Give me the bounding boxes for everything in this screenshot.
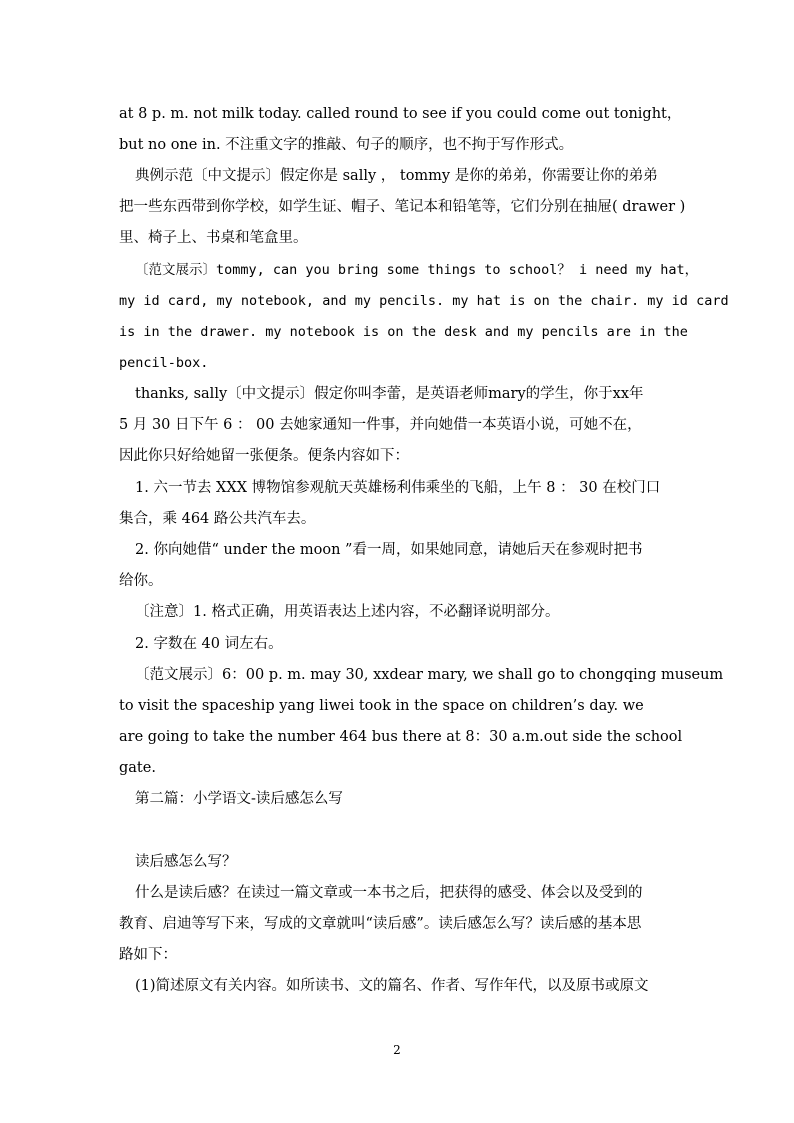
text-line: 1. 六一节去 XXX 博物馆参观航天英雄杨利伟乘坐的飞船，上午 8 ： 30 在校门口 [135,480,661,496]
text-line: 2. 字数在 40 词左右。 [135,636,283,652]
text-line: 5 月 30 日下午 6 ： 00 去她家通知一件事，并向她借一本英语小说，可她不在， [119,417,642,433]
text-line: pencil-box. [119,355,209,371]
text-line: 路如下： [119,947,177,963]
text-line: thanks, sally〔中文提示〕假定你叫李蕾，是英语老师mary的学生，你于xx年 [135,386,644,402]
text-line: at 8 p. m. not milk today. called round to see if you could come out tonight， [119,106,682,122]
text-line: 典例示范〔中文提示〕假定你是 sally ， tommy 是你的弟弟，你需要让你的弟弟 [135,168,658,184]
text-line: 教育、启迪等写下来，写成的文章就叫“读后感”。读后感怎么写？读后感的基本思 [119,916,642,932]
text-line: is in the drawer. my notebook is on the desk and my pencils are in the [119,324,688,340]
page-number: 2 [393,1043,401,1057]
text-line: 给你。 [119,573,163,589]
text-line: are going to take the number 464 bus there at 8：30 a.m.out side the school [119,729,683,745]
text-line: 〔范文展示〕6：00 p. m. may 30, xxdear mary, we shall go to chongqing museum [135,667,724,683]
text-line: gate. [119,760,156,776]
text-line: 因此你只好给她留一张便条。便条内容如下： [119,448,409,464]
text-line: 什么是读后感？在读过一篇文章或一本书之后，把获得的感受、体会以及受到的 [135,885,643,901]
text-line: 集合，乘 464 路公共汽车去。 [119,511,316,527]
text-line: to visit the spaceship yang liwei took in the space on children’s day. we [119,698,644,714]
text-line: my id card, my notebook, and my pencils. my hat is on the chair. my id card [119,293,729,309]
text-line: but no one in. 不注重文字的推敲、句子的顺序，也不拘于写作形式。 [119,137,574,153]
text-line: 把一些东西带到你学校，如学生证、帽子、笔记本和铅笔等，它们分别在抽屉( drawer ) [119,199,686,215]
text-line: (1)简述原文有关内容。如所读书、文的篇名、作者、写作年代，以及原书或原文 [135,978,649,994]
text-line: 〔范文展示〕tommy, can you bring some things to school？ i need my hat， [135,262,699,278]
text-line: 〔注意〕1. 格式正确，用英语表达上述内容，不必翻译说明部分。 [135,604,560,620]
section-heading: 第二篇：小学语文-读后感怎么写 [135,791,343,807]
text-line: 2. 你向她借“ under the moon ”看一周，如果她同意，请她后天在参观时把书 [135,542,643,558]
text-line: 里、椅子上、书桌和笔盒里。 [119,230,308,246]
subheading: 读后感怎么写？ [135,854,237,870]
